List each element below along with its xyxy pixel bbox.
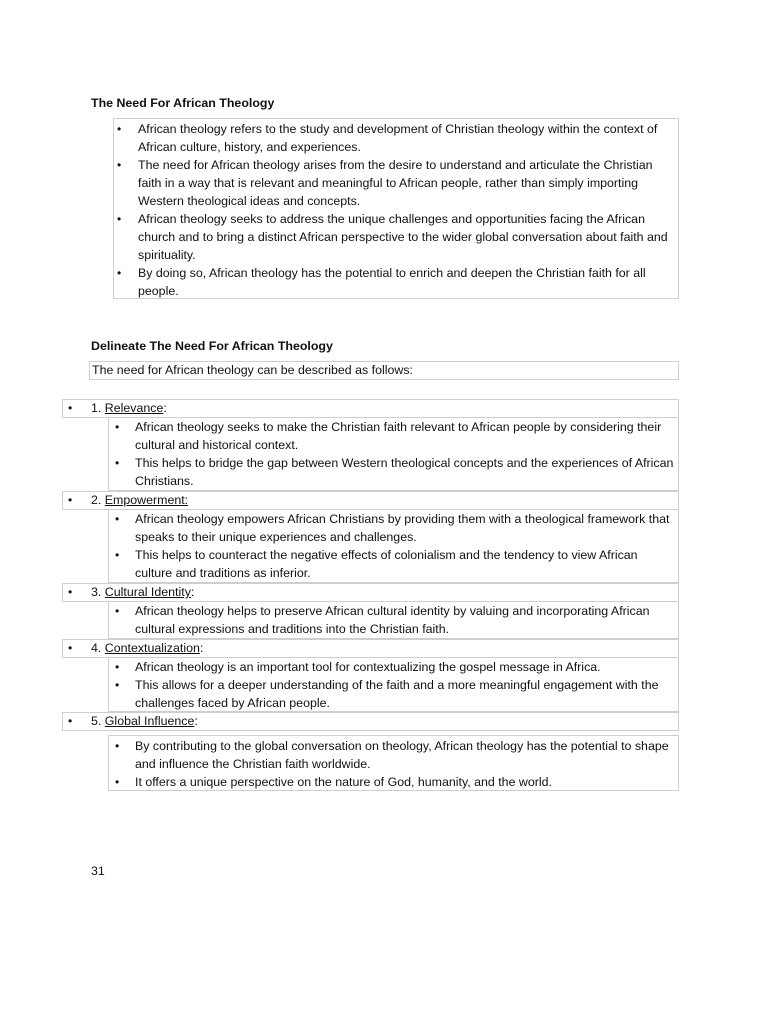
list-item-text: African theology seeks to make the Christian faith relevant to African people by considering their cultural and historical context.: [135, 420, 662, 452]
list-item-text: African theology is an important tool for contextualizing the gospel message in Africa.: [135, 660, 601, 674]
sub-bullet-list: [109, 658, 678, 712]
list-item-text: By contributing to the global conversation on theology, African theology has the potential to shape and influence the Christian faith worldwide.: [135, 739, 669, 771]
bullet-icon: •: [68, 641, 73, 655]
item-label: Contextualization: [104, 641, 200, 655]
list-item: [109, 676, 678, 712]
item-suffix: :: [199, 641, 204, 655]
item-number: 5.: [91, 714, 102, 728]
bullet-icon: •: [117, 266, 122, 280]
list-item: [114, 120, 674, 156]
bullet-icon: •: [117, 122, 122, 136]
item-label: Global Influence: [104, 714, 195, 728]
sub-bullet-box: [108, 602, 679, 639]
bullet-icon: •: [115, 420, 120, 434]
bullet-icon: •: [68, 401, 73, 415]
list-item: [109, 418, 678, 454]
sub-bullet-box: [108, 418, 679, 491]
numbered-item-row: [62, 639, 679, 658]
numbered-item-heading: [91, 400, 167, 417]
list-item-text: African theology helps to preserve African cultural identity by valuing and incorporating African cultural expressions and traditions into the Christian faith.: [135, 604, 650, 636]
item-number: 1.: [91, 401, 102, 415]
list-item-text: It offers a unique perspective on the nature of God, humanity, and the world.: [135, 775, 552, 789]
list-item: [109, 658, 678, 676]
bullet-icon: •: [117, 212, 122, 226]
list-item-text: This helps to counteract the negative effects of colonialism and the tendency to view African culture and traditions as inferior.: [135, 548, 638, 580]
item-label: Relevance: [104, 401, 164, 415]
bullet-icon: •: [68, 493, 73, 507]
bullet-icon: •: [115, 512, 120, 526]
bullet-icon: •: [115, 678, 120, 692]
numbered-item-heading: [91, 713, 198, 730]
list-item-text: African theology seeks to address the unique challenges and opportunities facing the African church and to bring a distinct African perspective to the wider global conversation about faith and spirituality.: [138, 212, 668, 262]
bullet-icon: •: [115, 604, 120, 618]
sub-bullet-box: [108, 510, 679, 583]
bullet-icon: •: [115, 456, 120, 470]
bullet-icon: •: [115, 739, 120, 753]
bullet-icon: •: [68, 714, 73, 728]
numbered-item-heading: [91, 640, 203, 657]
sub-bullet-list: [109, 510, 678, 582]
page-number: 31: [91, 864, 105, 878]
list-item: [109, 510, 678, 546]
list-item-text: This allows for a deeper understanding of the faith and a more meaningful engagement with the challenges faced by African people.: [135, 678, 659, 710]
list-item: [109, 454, 678, 490]
list-item-text: This helps to bridge the gap between Western theological concepts and the experiences of African Christians.: [135, 456, 674, 488]
numbered-item-row: [62, 491, 679, 510]
bullet-icon: •: [117, 158, 122, 172]
item-number: 2.: [91, 493, 102, 507]
list-item-text: African theology empowers African Christians by providing them with a theological framework that speaks to their unique experiences and challenges.: [135, 512, 670, 544]
numbered-item-row: [62, 712, 679, 731]
section-title: Delineate The Need For African Theology: [91, 339, 333, 353]
item-label: Empowerment:: [104, 493, 189, 507]
sub-bullet-list: [109, 418, 678, 490]
sub-bullet-box: [108, 735, 679, 791]
item-suffix: :: [194, 714, 198, 728]
item-suffix: :: [163, 401, 167, 415]
item-number: 4.: [91, 641, 102, 655]
list-item-text: The need for African theology arises from the desire to understand and articulate the Christian faith in a way that is relevant and meaningful to African people, rather than simply importing Western theological ideas and concepts.: [138, 158, 653, 208]
bullet-icon: •: [115, 660, 120, 674]
item-number: 3.: [91, 585, 102, 599]
bullet-icon: •: [115, 775, 120, 789]
sub-bullet-list: [109, 602, 678, 638]
numbered-item-heading: [91, 584, 194, 601]
list-item: [109, 773, 678, 791]
list-item: [109, 737, 678, 773]
list-item: [109, 602, 678, 638]
intro-bullet-list: [114, 120, 674, 300]
list-item-text: By doing so, African theology has the potential to enrich and deepen the Christian faith for all people.: [138, 266, 646, 298]
intro-line-box: [89, 361, 679, 380]
numbered-item-row: [62, 583, 679, 602]
sub-bullet-box: [108, 658, 679, 712]
section-title: The Need For African Theology: [91, 96, 275, 110]
numbered-item-row: [62, 399, 679, 418]
bullet-icon: •: [68, 585, 73, 599]
item-suffix: :: [190, 585, 195, 599]
item-label: Cultural Identity: [104, 585, 191, 599]
list-item: [114, 210, 674, 264]
intro-bullet-box: [113, 118, 679, 299]
numbered-item-heading: [91, 492, 188, 509]
list-item-text: African theology refers to the study and development of Christian theology within the context of African culture, history, and experiences.: [138, 122, 658, 154]
list-item: [114, 264, 674, 300]
sub-bullet-list: [109, 737, 678, 791]
bullet-icon: •: [115, 548, 120, 562]
intro-text: The need for African theology can be described as follows:: [92, 363, 413, 377]
list-item: [109, 546, 678, 582]
list-item: [114, 156, 674, 210]
